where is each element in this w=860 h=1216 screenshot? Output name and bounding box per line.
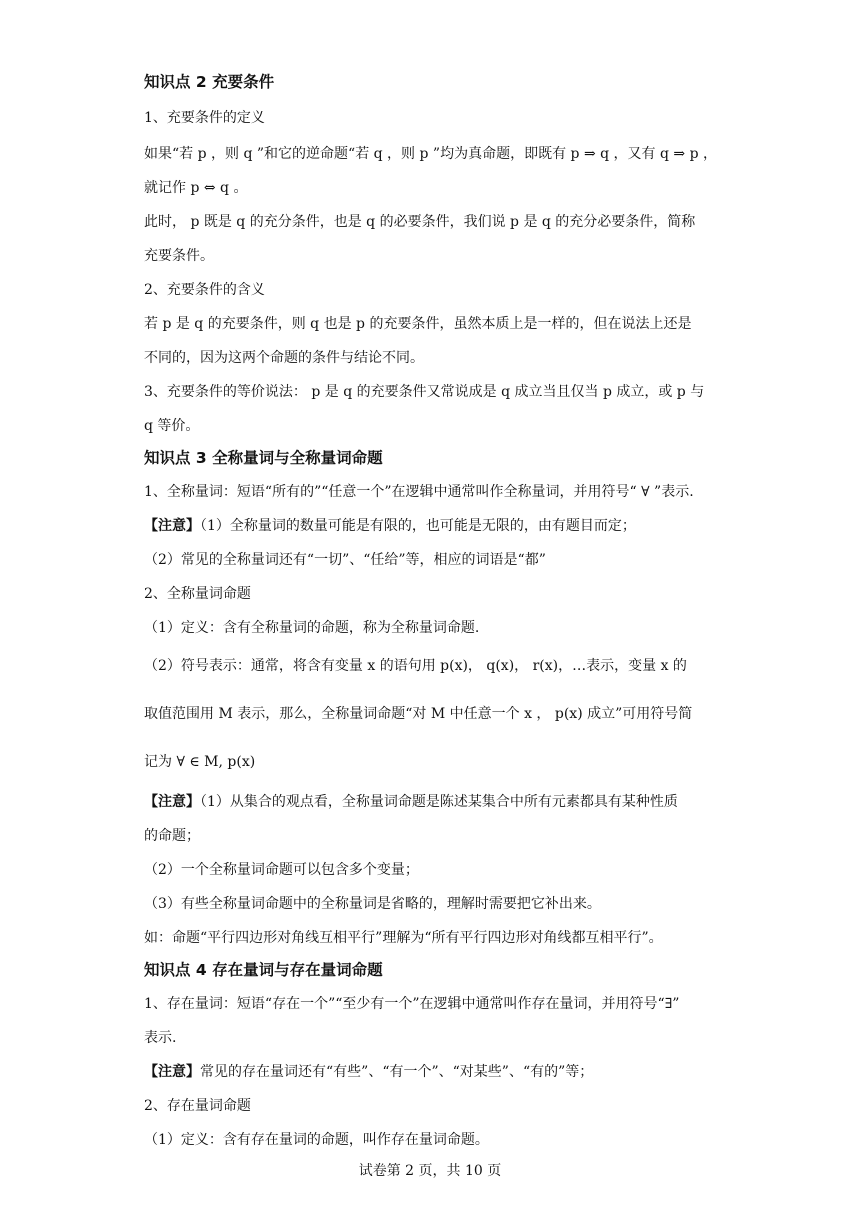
s3-note-5: （3）有些全称量词命题中的全称量词是省略的，理解时需要把它补出来。: [144, 896, 601, 912]
s2-para-1b: 就记作 p ⇔ q 。: [144, 180, 248, 196]
s3-symbol-1: （2）符号表示：通常，将含有变量 x 的语句用 p(x)， q(x)， r(x)，…表示，变量 x 的: [144, 658, 687, 674]
s4-subheading-2: 2、存在量词命题: [144, 1098, 251, 1114]
s2-subheading-1: 1、充要条件的定义: [144, 110, 265, 126]
s3-symbol-3: 记为 ∀ ∈ M, p(x): [144, 754, 256, 770]
s2-subheading-2: 2、充要条件的含义: [144, 282, 265, 298]
note-text: 常见的存在量词还有“有些”、“有一个”、“对某些”、“有的”等；: [200, 1064, 594, 1080]
section-4-title: 知识点 4 存在量词与存在量词命题: [144, 961, 383, 979]
s3-example: 如：命题“平行四边形对角线互相平行”理解为“所有平行四边形对角线都互相平行”。: [144, 930, 663, 946]
s4-para-1a: 1、存在量词：短语“存在一个”“至少有一个”在逻辑中通常叫作存在量词，并用符号“∃”: [144, 996, 680, 1012]
section-2-title: 知识点 2 充要条件: [144, 73, 275, 91]
s4-note-1: [144, 1062, 593, 1082]
note-tag: 【注意】: [144, 1064, 200, 1080]
s3-note-3b: 的命题；: [144, 828, 200, 844]
s3-note-4: （2）一个全称量词命题可以包含多个变量；: [144, 862, 419, 878]
s3-symbol-2: 取值范围用 M 表示，那么，全称量词命题“对 M 中任意一个 x ， p(x) 成立”可用符号简: [144, 706, 693, 722]
s4-definition: （1）定义：含有存在量词的命题，叫作存在量词命题。: [144, 1132, 489, 1148]
s2-para-1a: 如果“若 p ，则 q ”和它的逆命题“若 q ，则 p ”均为真命题，即既有 p ⇒ q ，又有 q ⇒ p ，: [144, 146, 717, 162]
s2-para-2a: 此时， p 既是 q 的充分条件，也是 q 的必要条件，我们说 p 是 q 的充分必要条件，简称: [144, 214, 696, 230]
s2-para-4b: q 等价。: [144, 418, 200, 434]
s3-note-2: （2）常见的全称量词还有“一切”、“任给”等，相应的词语是“都”: [144, 552, 546, 568]
s4-para-1b: 表示.: [144, 1030, 177, 1046]
s3-note-1: [144, 516, 636, 536]
s3-subheading-2: 2、全称量词命题: [144, 586, 251, 602]
s3-para-1: 1、全称量词：短语“所有的”“任意一个”在逻辑中通常叫作全称量词，并用符号“ ∀ ”表示.: [144, 484, 694, 500]
s2-para-3a: 若 p 是 q 的充要条件，则 q 也是 p 的充要条件，虽然本质上是一样的，但在说法上还是: [144, 316, 692, 332]
note-text: （1）全称量词的数量可能是有限的，也可能是无限的，由有题目而定；: [200, 518, 636, 534]
page-footer: 试卷第 2 页，共 10 页: [358, 1163, 502, 1179]
s2-para-4a: 3、充要条件的等价说法： p 是 q 的充要条件又常说成是 q 成立当且仅当 p 成立，或 p 与: [144, 384, 705, 400]
s2-para-2b: 充要条件。: [144, 248, 214, 264]
s3-definition: （1）定义：含有全称量词的命题，称为全称量词命题.: [144, 620, 480, 636]
s3-note-3: [144, 792, 678, 812]
note-tag: 【注意】: [144, 518, 200, 534]
note-text: （1）从集合的观点看，全称量词命题是陈述某集合中所有元素都具有某种性质: [200, 794, 678, 810]
section-3-title: 知识点 3 全称量词与全称量词命题: [144, 449, 383, 467]
note-tag: 【注意】: [144, 794, 200, 810]
s2-para-3b: 不同的，因为这两个命题的条件与结论不同。: [144, 350, 424, 366]
